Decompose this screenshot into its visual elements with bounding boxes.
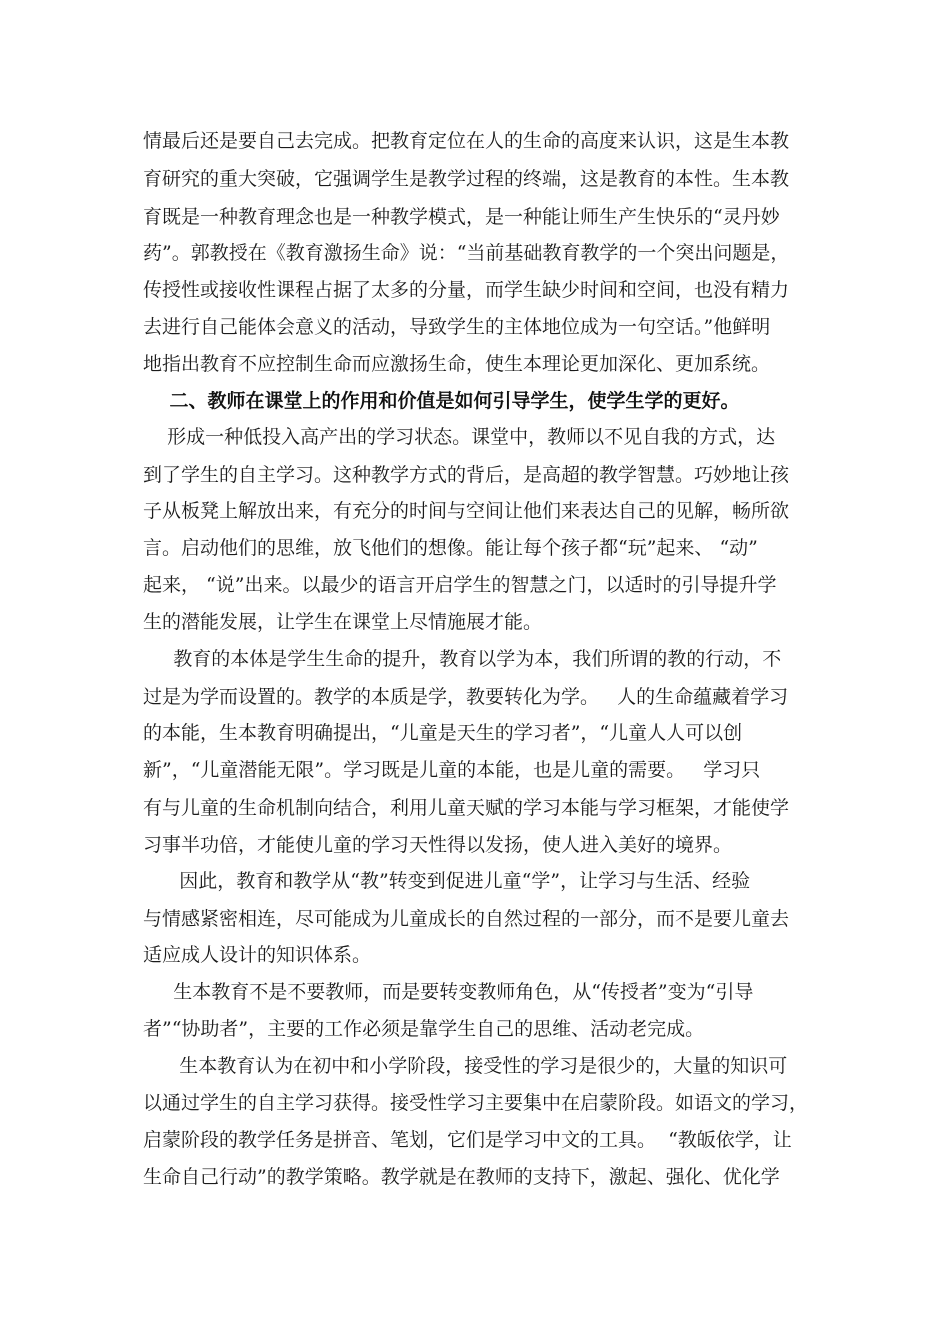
- text-line: 地指出教育不应控制生命而应激扬生命，使生本理论更加深化、更加系统。: [143, 353, 771, 375]
- text-line: 适应成人设计的知识体系。: [143, 944, 372, 966]
- text-line: 起来， “说”出来。以最少的语言开启学生的智慧之门，以适时的引导提升学: [143, 574, 777, 596]
- text-line: 生本教育不是不要教师，而是要转变教师角色，从“传授者”变为“引导: [143, 981, 754, 1003]
- text-line: 药”。郭教授在《教育激扬生命》说：“当前基础教育教学的一个突出问题是，: [143, 242, 790, 264]
- text-line: 教育的本体是学生生命的提升，教育以学为本，我们所谓的教的行动，不: [143, 648, 782, 670]
- text-line: 有与儿童的生命机制向结合，利用儿童天赋的学习本能与学习框架，才能使学: [143, 797, 790, 819]
- text-line: 到了学生的自主学习。这种教学方式的背后，是高超的教学智慧。巧妙地让孩: [143, 464, 790, 486]
- text-line: 生本教育认为在初中和小学阶段，接受性的学习是很少的，大量的知识可: [143, 1055, 788, 1077]
- text-line: 生命自己行动”的教学策略。教学就是在教师的支持下，激起、强化、优化学: [143, 1166, 780, 1188]
- text-line: 启蒙阶段的教学任务是拼音、笔划，它们是学习中文的工具。 “教皈依学，让: [143, 1129, 792, 1151]
- text-line: 形成一种低投入高产出的学习状态。课堂中，教师以不见自我的方式，达: [143, 426, 776, 448]
- text-line: 子从板凳上解放出来，有充分的时间与空间让他们来表达自己的见解，畅所欲: [143, 500, 790, 522]
- text-line: 新”，“儿童潜能无限”。学习既是儿童的本能，也是儿童的需要。 学习只: [143, 759, 761, 781]
- text-line: 育研究的重大突破，它强调学生是教学过程的终端，这是教育的本性。生本教: [143, 168, 790, 190]
- text-line: 传授性或接收性课程占据了太多的分量，而学生缺少时间和空间，也没有精力: [143, 279, 790, 301]
- text-line: 情最后还是要自己去完成。把教育定位在人的生命的高度来认识，这是生本教: [143, 130, 790, 152]
- text-line: 习事半功倍，才能使儿童的学习天性得以发扬，使人进入美好的境界。: [143, 834, 733, 856]
- text-line: 生的潜能发展，让学生在课堂上尽情施展才能。: [143, 611, 543, 633]
- text-line: 因此，教育和教学从“教”转变到促进儿童“学”，让学习与生活、经验: [143, 870, 751, 892]
- text-line: 言。启动他们的思维，放飞他们的想像。能让每个孩子都“玩”起来、 “动”: [143, 537, 758, 559]
- text-line: 育既是一种教育理念也是一种教学模式，是一种能让师生产生快乐的“灵丹妙: [143, 206, 780, 228]
- text-line: 者”“协助者”，主要的工作必须是靠学生自己的思维、活动老完成。: [143, 1018, 705, 1040]
- section-heading: 二、教师在课堂上的作用和价值是如何引导学生，使学生学的更好。: [143, 390, 740, 412]
- text-line: 的本能，生本教育明确提出，“儿童是天生的学习者”，“儿童人人可以创: [143, 722, 743, 744]
- text-line: 与情感紧密相连，尽可能成为儿童成长的自然过程的一部分，而不是要儿童去: [143, 908, 790, 930]
- text-line: 过是为学而设置的。教学的本质是学，教要转化为学。 人的生命蕴藏着学习: [143, 686, 789, 708]
- text-line: 去进行自己能体会意义的活动，导致学生的主体地位成为一句空话。”他鲜明: [143, 316, 771, 338]
- text-line: 以通过学生的自主学习获得。接受性学习主要集中在启蒙阶段。如语文的学习，: [143, 1092, 809, 1114]
